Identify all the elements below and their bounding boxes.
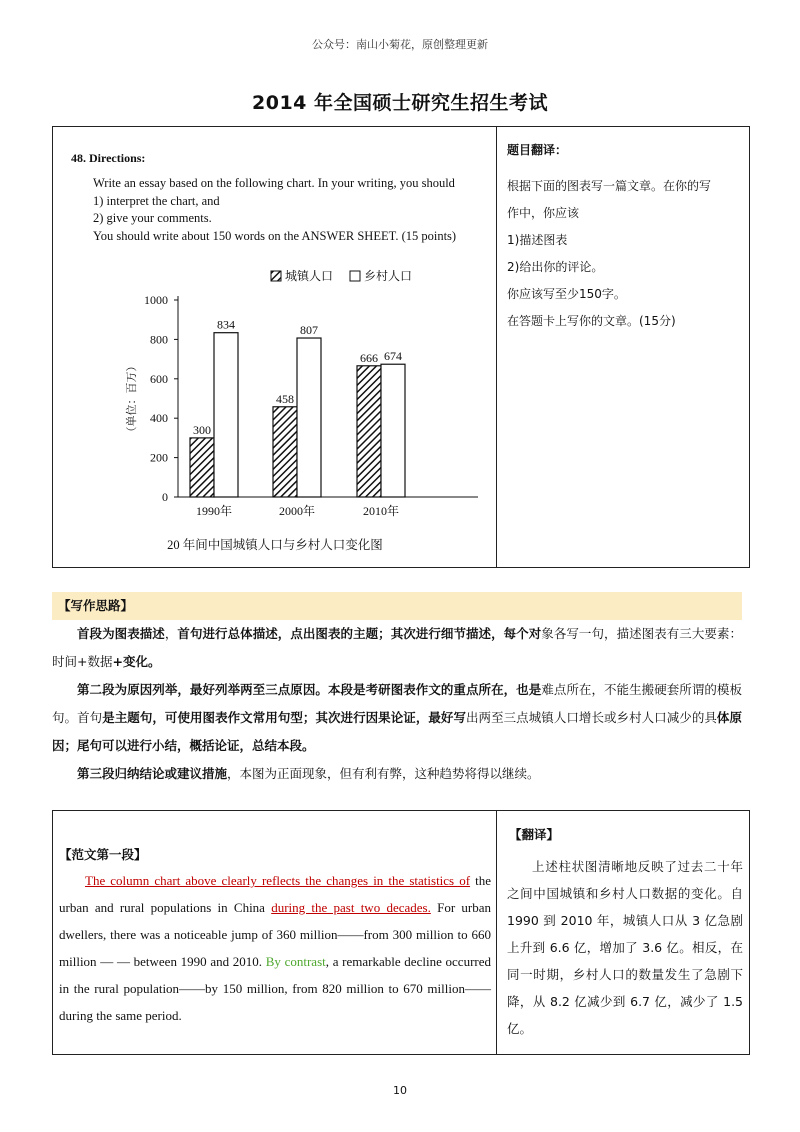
text: 象各写一句，描述图表有三大要素：时间+数据 [52,626,742,669]
y-tick-label: 0 [162,490,168,504]
writing-thoughts-title: 【写作思路】 [52,592,742,620]
legend-swatch [271,271,281,281]
y-tick-label: 800 [150,332,168,347]
x-tick-label: 1990年 [195,504,233,518]
sample-essay-heading: 【范文第一段】 [59,847,147,862]
bold-text: 首句进行总体描述，点出图表的主题；其次进行细节描述，每个对 [177,626,542,641]
legend-label: 城镇人口 [285,269,334,283]
bar [273,407,297,497]
bar [190,438,214,497]
x-tick-label: 2010年 [362,504,400,518]
bold-text: +变化。 [112,654,161,669]
translation-line: 2)给出你的评论。 [507,260,604,274]
text: the urban and rural populations in China [59,873,491,915]
translation-line: 作中，你应该 [507,206,580,220]
data-label: 300 [193,422,211,437]
data-label: 674 [384,349,402,364]
legend-label: 乡村人口 [364,269,413,283]
question-box [52,126,750,568]
bar [297,338,321,497]
writing-thoughts-section [52,592,742,788]
sample-essay-box [52,810,750,1055]
header-note: 公众号：南山小菊花，原创整理更新 [312,38,488,51]
directions-line: 2) give your comments. [93,211,212,225]
y-tick-label: 400 [150,411,168,426]
bar [214,333,238,497]
y-axis-label: （单位：百万） [126,360,138,438]
translation-line: 根据下面的图表写一篇文章。在你的写 [507,179,712,193]
thoughts-paragraph-2 [52,676,742,760]
time-phrase: during the past two decades. [271,900,431,915]
data-label: 666 [360,350,378,365]
translation-heading: 题目翻译： [507,143,568,157]
bold-text: 第三段归纳结论或建议措施 [77,766,228,781]
question-panel [53,127,497,567]
sample-essay-panel [53,811,497,1054]
data-label: 834 [217,317,235,332]
thoughts-paragraph-3 [52,760,742,788]
text: 难点所在，不能生搬硬套所谓的模板句。首句 [52,682,742,725]
translation-panel [497,127,749,567]
thoughts-paragraph-1 [52,620,742,676]
text: For urban dwellers, there was a noticeable jump of 360 million——from 300 million to 660 million — — between 1990 and 2010. [59,900,491,969]
population-bar-chart [53,257,496,557]
directions-line: 1) interpret the chart, and [93,193,220,208]
bar [381,364,405,497]
translation-line: 在答题卡上写你的文章。(15分) [507,314,676,328]
x-tick-label: 2000年 [278,504,316,518]
bold-text: 是主题句，可使用图表作文常用句型；其次进行因果论证，最好写 [102,710,466,725]
translation-line: 1)描述图表 [507,233,568,247]
text: ，本图为正面现象，但有利有弊，这种趋势将得以继续。 [227,766,540,781]
legend-swatch [350,271,360,281]
page-number: 10 [393,1084,407,1097]
directions-text [93,175,488,245]
directions-line: Write an essay based on the following chart. In your writing, you should [93,176,455,190]
bold-text: 体原因；尾句可以进行小结，概括论证，总结本段。 [52,710,742,753]
translation-line: 你应该写至少150字。 [507,287,626,301]
directions-line: You should write about 150 words on the ANSWER SHEET. (15 points) [93,228,457,243]
translation-body [507,173,743,335]
text: ， [164,626,178,641]
sample-translation-body: 上述柱状图清晰地反映了过去二十年之间中国城镇和乡村人口数据的变化。自 1990 到 2010 年，城镇人口从 3 亿急剧上升到 6.6 亿，增加了 3.6 亿。相反，在同一时期，乡村人口的数量发生了急剧下降，从 8.2 亿减少到 6.7 亿，减少了 1.5 亿。 [507,859,743,1036]
text: 出两至三点城镇人口增长或乡村人口减少的具 [466,710,717,725]
directions-heading: 48. Directions: [71,151,146,165]
chart-title: 20 年间中国城镇人口与乡村人口变化图 [167,538,383,552]
exam-title: 2014 年全国硕士研究生招生考试 [252,92,548,114]
bold-text: 首段为图表描述 [77,626,165,641]
sample-translation-heading: 【翻译】 [509,827,560,842]
y-tick-label: 600 [150,371,168,386]
data-label: 807 [300,323,318,338]
bold-text: 第二段为原因列举，最好列举两至三点原因。本段是考研图表作文的重点所在，也是 [77,682,542,697]
sample-translation-panel [497,811,749,1054]
transition-phrase: By contrast [265,954,326,969]
bar [357,366,381,497]
sample-essay-body [59,867,491,1029]
y-tick-label: 1000 [144,293,168,307]
text: , a remarkable decline occurred in the rural population——by 150 million, from 820 million to 670 million——during the same period. [59,954,491,1023]
topic-sentence: The column chart above clearly reflects the changes in the statistics of [85,873,471,888]
y-tick-label: 200 [150,450,168,465]
data-label: 458 [276,391,294,406]
